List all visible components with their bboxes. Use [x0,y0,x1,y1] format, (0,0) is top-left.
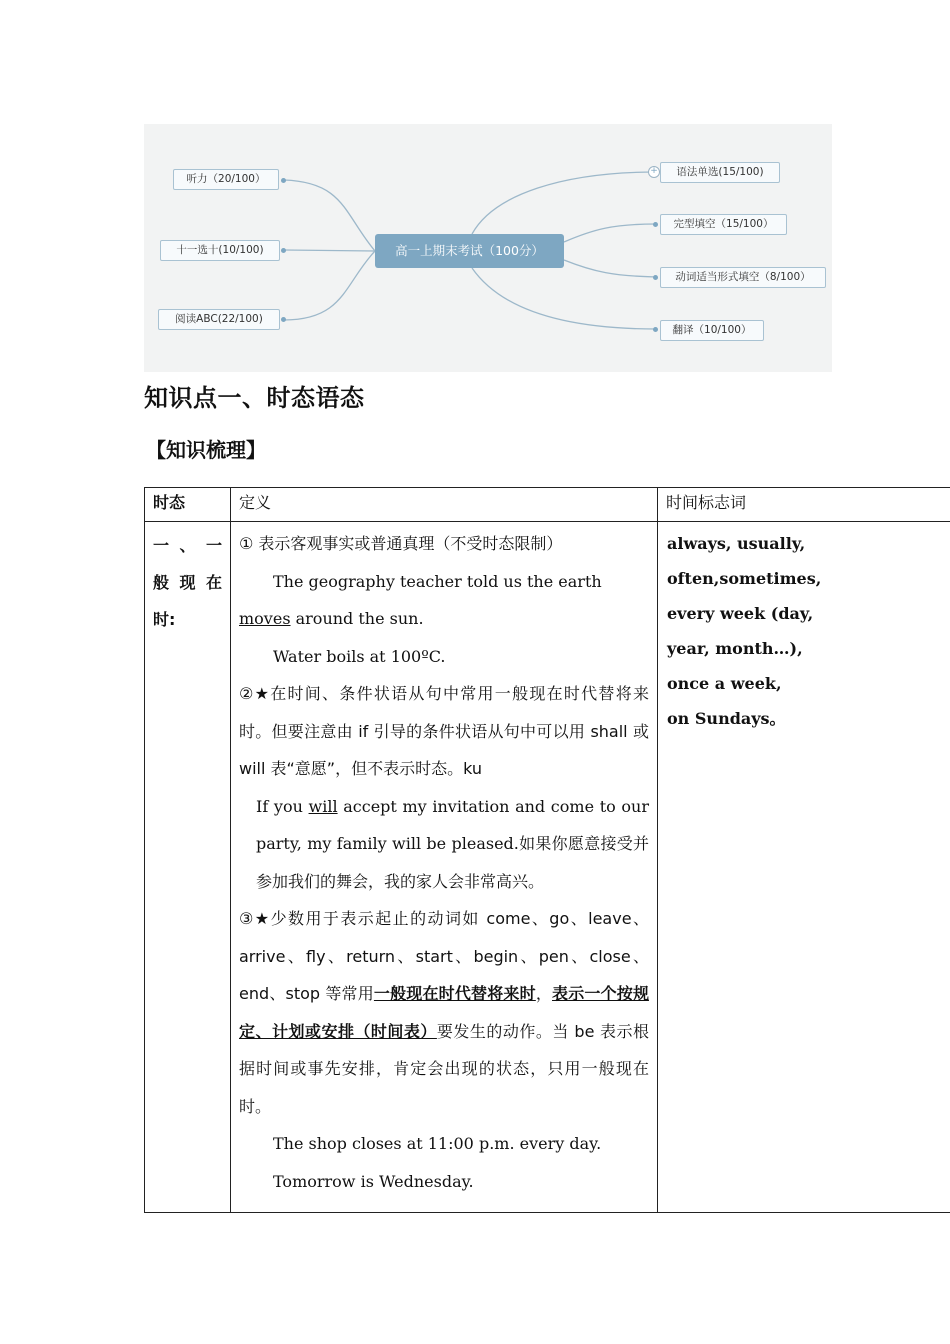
header-time-markers: 时间标志词 [658,488,950,522]
time-markers-cell [658,522,950,1213]
rule-2: ②★在时间、条件状语从句中常用一般现在时代替将来时。但要注意由 if 引导的条件状语从句中可以用 shall 或 will 表“意愿”，但不表示时态。ku [239,684,649,778]
marker-line: year, month…), [667,639,803,658]
sub-title: 【知识梳理】 [146,438,266,462]
connector-dot [653,275,658,280]
mindmap-node-eleven-choose-ten: 十一选十(10/100) [160,240,280,261]
mindmap-node-translation: 翻译（10/100） [660,320,764,341]
tense-cell [145,522,231,1213]
example-1: The geography teacher told us the earth [273,571,602,591]
connector-dot [281,178,286,183]
example-3: If you will accept my invitation and come to our party, my family will be pleased.如果你愿意接受并参加我们的舞会，我的家人会非常高兴。 [256,796,650,891]
exam-mindmap [144,124,832,372]
rule-1: ① 表示客观事实或普通真理（不受时态限制） [239,534,563,553]
marker-line: once a week, [667,674,782,693]
tense-line: 般现在 [153,573,222,592]
mindmap-node-listening: 听力（20/100） [173,169,279,190]
table-header-row [145,488,950,522]
tense-table [144,487,950,1213]
marker-line: often,sometimes, [667,569,822,588]
example-4: The shop closes at 11:00 p.m. every day. [273,1134,602,1153]
expand-plus-icon[interactable]: + [648,166,660,178]
mindmap-center-node: 高一上期末考试（100分） [375,234,564,268]
connector-dot [281,317,286,322]
marker-line: on Sundays。 [667,709,786,728]
tense-line: 时: [153,610,176,629]
marker-line: always, usually, [667,534,806,553]
example-2: Water boils at 100ºC. [273,646,446,666]
table-row [145,522,950,1213]
connector-dot [653,222,658,227]
header-tense: 时态 [145,488,231,522]
definition-cell [231,522,658,1213]
mindmap-node-reading: 阅读ABC(22/100) [158,309,280,330]
example-5: Tomorrow is Wednesday. [273,1171,474,1191]
connector-dot [281,248,286,253]
marker-line: every week (day, [667,604,814,623]
mindmap-node-cloze: 完型填空（15/100） [660,214,787,235]
header-definition: 定义 [231,488,658,522]
mindmap-node-grammar: 语法单选(15/100) [660,162,780,183]
mindmap-node-verb-form: 动词适当形式填空（8/100） [660,267,826,288]
connector-dot [653,327,658,332]
example-1-cont: moves around the sun. [239,609,424,628]
section-title: 知识点一、时态语态 [144,384,365,412]
tense-line: 一、一 [153,536,222,555]
rule-3: ③★少数用于表示起止的动词如 come、go、leave、arrive、fly、return、start、begin、pen、close、end、stop 等常用一般现在时代替将来时，表示一个按规定、计划或安排（时间表）要发生的动作。当 be 表示根据时间或事先安排，肯定会出现的状态，只用一般现在时。 [239,909,649,1116]
